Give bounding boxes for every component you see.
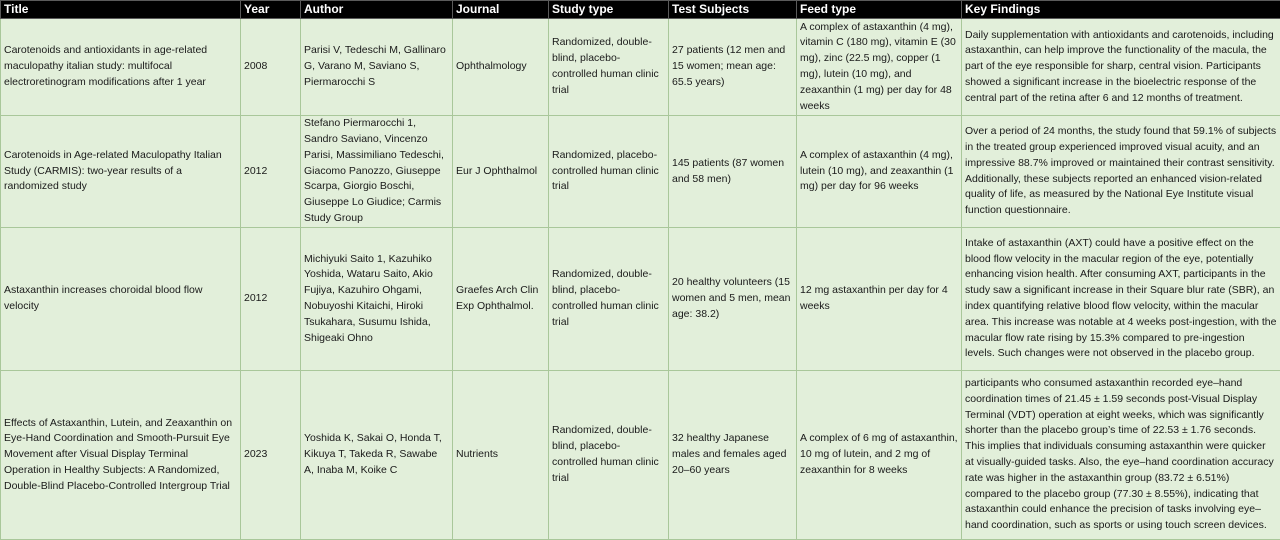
cell-year[interactable]: 2012 [241, 228, 301, 371]
cell-journal[interactable]: Eur J Ophthalmol [453, 116, 549, 228]
header-journal[interactable]: Journal [453, 1, 549, 19]
cell-key-findings[interactable]: Daily supplementation with antioxidants and carotenoids, including astaxanthin, can help improve the functionality of the macula, the part of the eye responsible for sharp, central vision. Participants showed a significant increase in the bioelectric response of the central part of the retina after 6 and 12 months of treatment. [962, 19, 1280, 116]
cell-key-findings[interactable]: Intake of astaxanthin (AXT) could have a positive effect on the blood flow velocity in the macular region of the eye, potentially enhancing vision health. After consuming AXT, participants in the study saw a significant increase in their Square blur rate (SBR), an index quantifying relative blood flow velocity, within the macular area. This increase was notable at 4 weeks post-ingestion, with the macular flow rate rising by 15.3% compared to pre-ingestion levels. Such changes were not observed in the placebo group. [962, 228, 1280, 371]
cell-year[interactable]: 2012 [241, 116, 301, 228]
cell-year[interactable]: 2008 [241, 19, 301, 116]
cell-study-type[interactable]: Randomized, placebo-controlled human clinic trial [549, 116, 669, 228]
cell-study-type[interactable]: Randomized, double-blind, placebo-controlled human clinic trial [549, 371, 669, 540]
header-author[interactable]: Author [301, 1, 453, 19]
cell-test-subjects[interactable]: 32 healthy Japanese males and females aged 20–60 years [669, 371, 797, 540]
cell-feed-type[interactable]: A complex of astaxanthin (4 mg), vitamin C (180 mg), vitamin E (30 mg), zinc (22.5 mg), copper (1 mg), lutein (10 mg), and zeaxanthin (1 mg) per day for 48 weeks [797, 19, 962, 116]
header-test-subjects[interactable]: Test Subjects [669, 1, 797, 19]
table-row [1, 116, 1280, 228]
cell-study-type[interactable]: Randomized, double-blind, placebo-controlled human clinic trial [549, 228, 669, 371]
cell-feed-type[interactable]: 12 mg astaxanthin per day for 4 weeks [797, 228, 962, 371]
cell-author[interactable]: Yoshida K, Sakai O, Honda T, Kikuya T, Takeda R, Sawabe A, Inaba M, Koike C [301, 371, 453, 540]
cell-journal[interactable]: Nutrients [453, 371, 549, 540]
cell-test-subjects[interactable]: 145 patients (87 women and 58 men) [669, 116, 797, 228]
cell-test-subjects[interactable]: 27 patients (12 men and 15 women; mean age: 65.5 years) [669, 19, 797, 116]
cell-test-subjects[interactable]: 20 healthy volunteers (15 women and 5 men, mean age: 38.2) [669, 228, 797, 371]
table-row [1, 371, 1280, 540]
cell-study-type[interactable]: Randomized, double-blind, placebo-controlled human clinic trial [549, 19, 669, 116]
cell-author[interactable]: Michiyuki Saito 1, Kazuhiko Yoshida, Wataru Saito, Akio Fujiya, Kazuhiro Ohgami, Nobuyoshi Kitaichi, Hiroki Tsukahara, Susumu Ishida, Shigeaki Ohno [301, 228, 453, 371]
header-key-findings[interactable]: Key Findings [962, 1, 1280, 19]
cell-year[interactable]: 2023 [241, 371, 301, 540]
cell-title[interactable]: Effects of Astaxanthin, Lutein, and Zeaxanthin on Eye-Hand Coordination and Smooth-Pursuit Eye Movement after Visual Display Terminal Operation in Healthy Subjects: A Randomized, Double-Blind Placebo-Controlled Intergroup Trial [1, 371, 241, 540]
cell-journal[interactable]: Graefes Arch Clin Exp Ophthalmol. [453, 228, 549, 371]
cell-key-findings[interactable]: participants who consumed astaxanthin recorded eye–hand coordination times of 21.45 ± 1.59 seconds post-Visual Display Terminal (VDT) operation at eight weeks, which was significantly shorter than the placebo group’s time of 22.53 ± 1.76 seconds. This implies that individuals consuming astaxanthin were quicker at visually-guided tasks. Also, the eye–hand coordination accuracy rate was higher in the astaxanthin group (83.72 ± 6.51%) compared to the placebo group (77.30 ± 8.55%), indicating that astaxanthin could enhance the precision of tasks involving eye–hand coordination, such as sports or using touch screen devices. [962, 371, 1280, 540]
cell-title[interactable]: Carotenoids in Age-related Maculopathy Italian Study (CARMIS): two-year results of a randomized study [1, 116, 241, 228]
header-feed-type[interactable]: Feed type [797, 1, 962, 19]
cell-key-findings[interactable]: Over a period of 24 months, the study found that 59.1% of subjects in the treated group experienced improved visual acuity, and an impressive 88.7% improved or maintained their contrast sensitivity. Additionally, these subjects reported an enhanced vision-related quality of life, as measured by the National Eye Institute visual function questionnaire. [962, 116, 1280, 228]
cell-title[interactable]: Astaxanthin increases choroidal blood flow velocity [1, 228, 241, 371]
table-row [1, 19, 1280, 116]
header-title[interactable]: Title [1, 1, 241, 19]
table-row [1, 228, 1280, 371]
header-year[interactable]: Year [241, 1, 301, 19]
header-row [1, 1, 1280, 19]
cell-feed-type[interactable]: A complex of 6 mg of astaxanthin, 10 mg of lutein, and 2 mg of zeaxanthin for 8 weeks [797, 371, 962, 540]
cell-journal[interactable]: Ophthalmology [453, 19, 549, 116]
cell-feed-type[interactable]: A complex of astaxanthin (4 mg), lutein (10 mg), and zeaxanthin (1 mg) per day for 96 weeks [797, 116, 962, 228]
cell-author[interactable]: Parisi V, Tedeschi M, Gallinaro G, Varano M, Saviano S, Piermarocchi S [301, 19, 453, 116]
cell-title[interactable]: Carotenoids and antioxidants in age-related maculopathy italian study: multifocal electroretinogram modifications after 1 year [1, 19, 241, 116]
header-study-type[interactable]: Study type [549, 1, 669, 19]
cell-author[interactable]: Stefano Piermarocchi 1, Sandro Saviano, Vincenzo Parisi, Massimiliano Tedeschi, Giacomo Panozzo, Giuseppe Scarpa, Giorgio Boschi, Giuseppe Lo Giudice; Carmis Study Group [301, 116, 453, 228]
